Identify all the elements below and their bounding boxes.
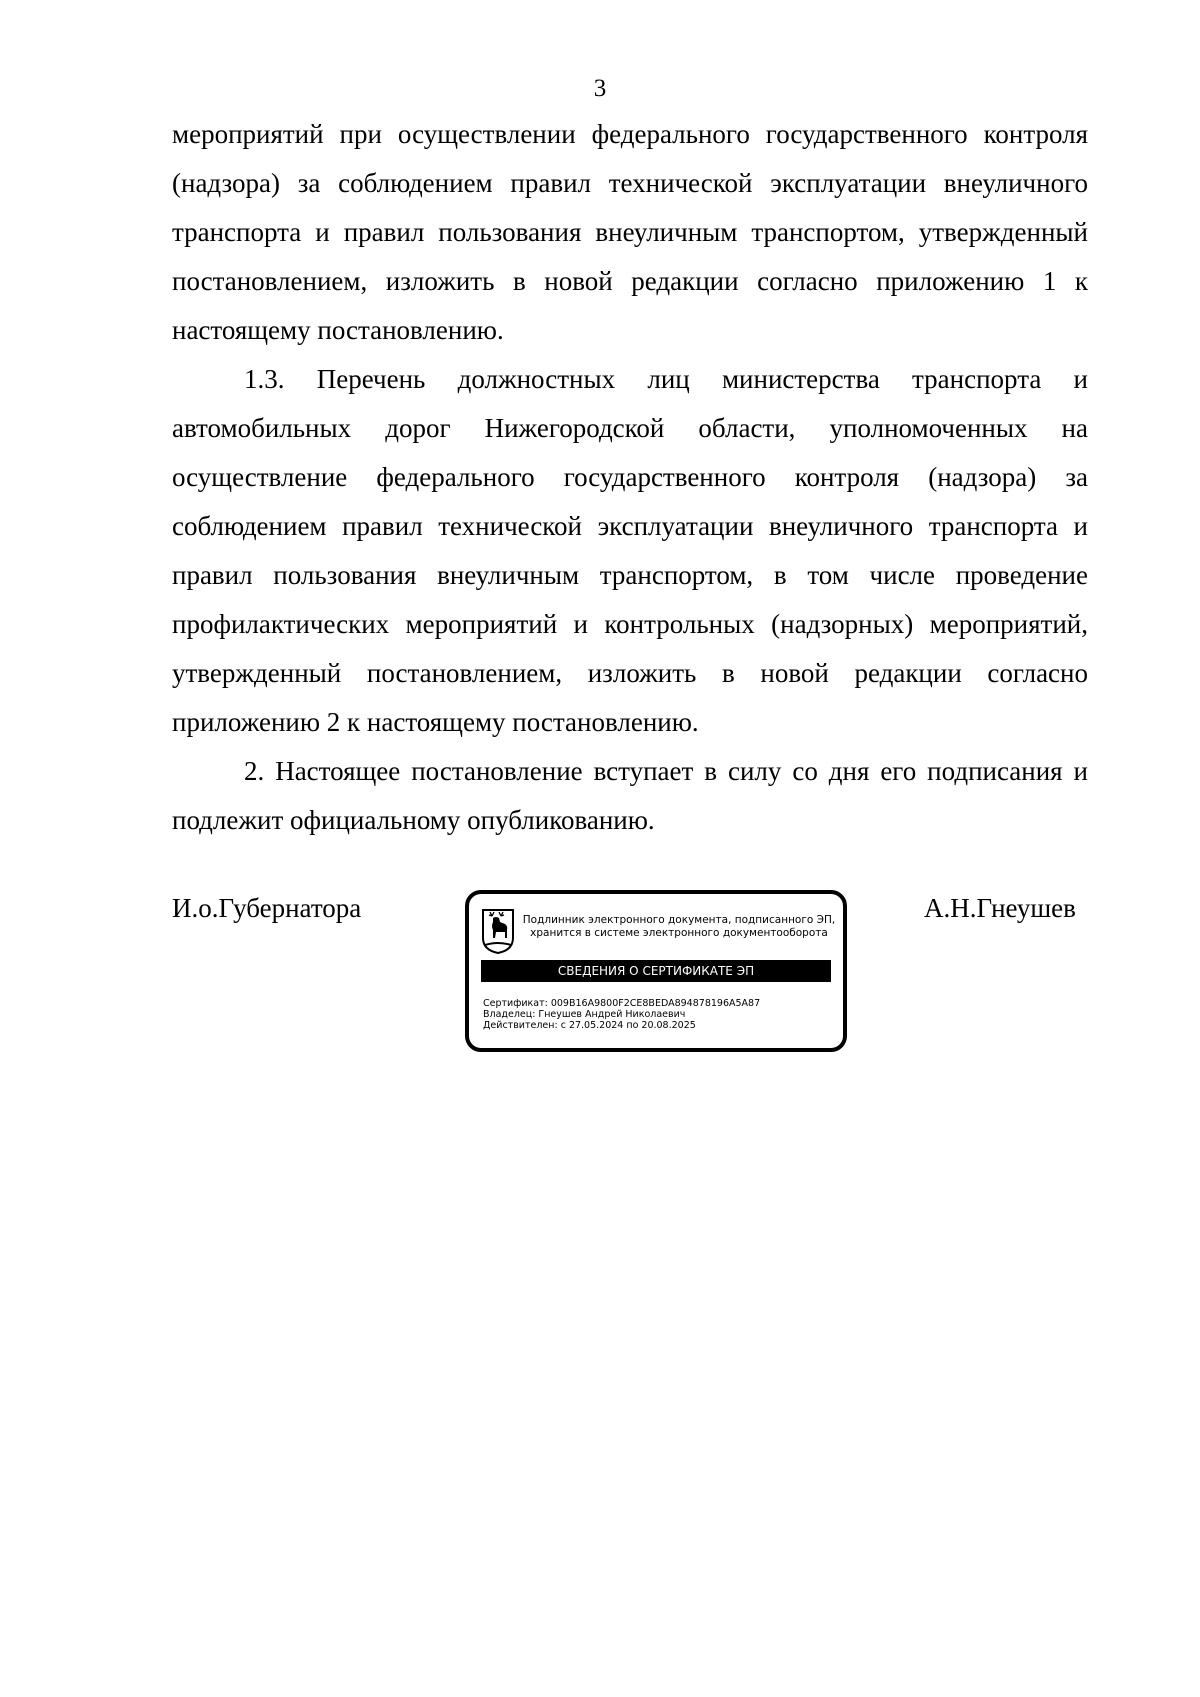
certificate-validity: Действителен: с 27.05.2024 по 20.08.2025 bbox=[483, 1020, 696, 1031]
certificate-number: Сертификат: 009B16A9800F2CE8BEDA894878196A5A87 bbox=[483, 998, 761, 1009]
coat-of-arms-icon bbox=[481, 908, 515, 954]
stamp-banner: СВЕДЕНИЯ О СЕРТИФИКАТЕ ЭП bbox=[481, 960, 831, 982]
certificate-owner: Владелец: Гнеушев Андрей Николаевич bbox=[483, 1009, 686, 1020]
paragraph-continuation: мероприятий при осуществлении федерального государственного контроля (надзора) за соблюдением правил технической эксплуатации внеуличного транспорта и правил пользования внеуличным транспортом, утвержденный постановлением, изложить в новой редакции согласно приложению 1 к настоящему постановлению. bbox=[172, 119, 1088, 345]
page-number: 3 bbox=[593, 75, 607, 102]
signatory-title: И.о.Губернатора bbox=[172, 893, 362, 923]
document-body bbox=[172, 110, 1088, 845]
electronic-signature-stamp bbox=[465, 890, 847, 1052]
certificate-details bbox=[483, 998, 833, 1031]
paragraph-1-3: 1.3. Перечень должностных лиц министерства транспорта и автомобильных дорог Нижегородской области, уполномоченных на осуществление федерального государственного контроля (надзора) за соблюдением правил технической эксплуатации внеуличного транспорта и правил пользования внеуличным транспортом, в том числе проведение профилактических мероприятий и контрольных (надзорных) мероприятий, утвержденный постановлением, изложить в новой редакции согласно приложению 2 к настоящему постановлению. bbox=[172, 364, 1088, 737]
paragraph-2: 2. Настоящее постановление вступает в силу со дня его подписания и подлежит официальному опубликованию. bbox=[172, 756, 1088, 835]
stamp-caption-line: Подлинник электронного документа, подписанного ЭП, bbox=[522, 914, 836, 926]
stamp-caption bbox=[519, 914, 839, 940]
signatory-name: А.Н.Гнеушев bbox=[924, 893, 1076, 923]
stamp-caption-line: хранится в системе электронного документооборота bbox=[530, 927, 828, 939]
